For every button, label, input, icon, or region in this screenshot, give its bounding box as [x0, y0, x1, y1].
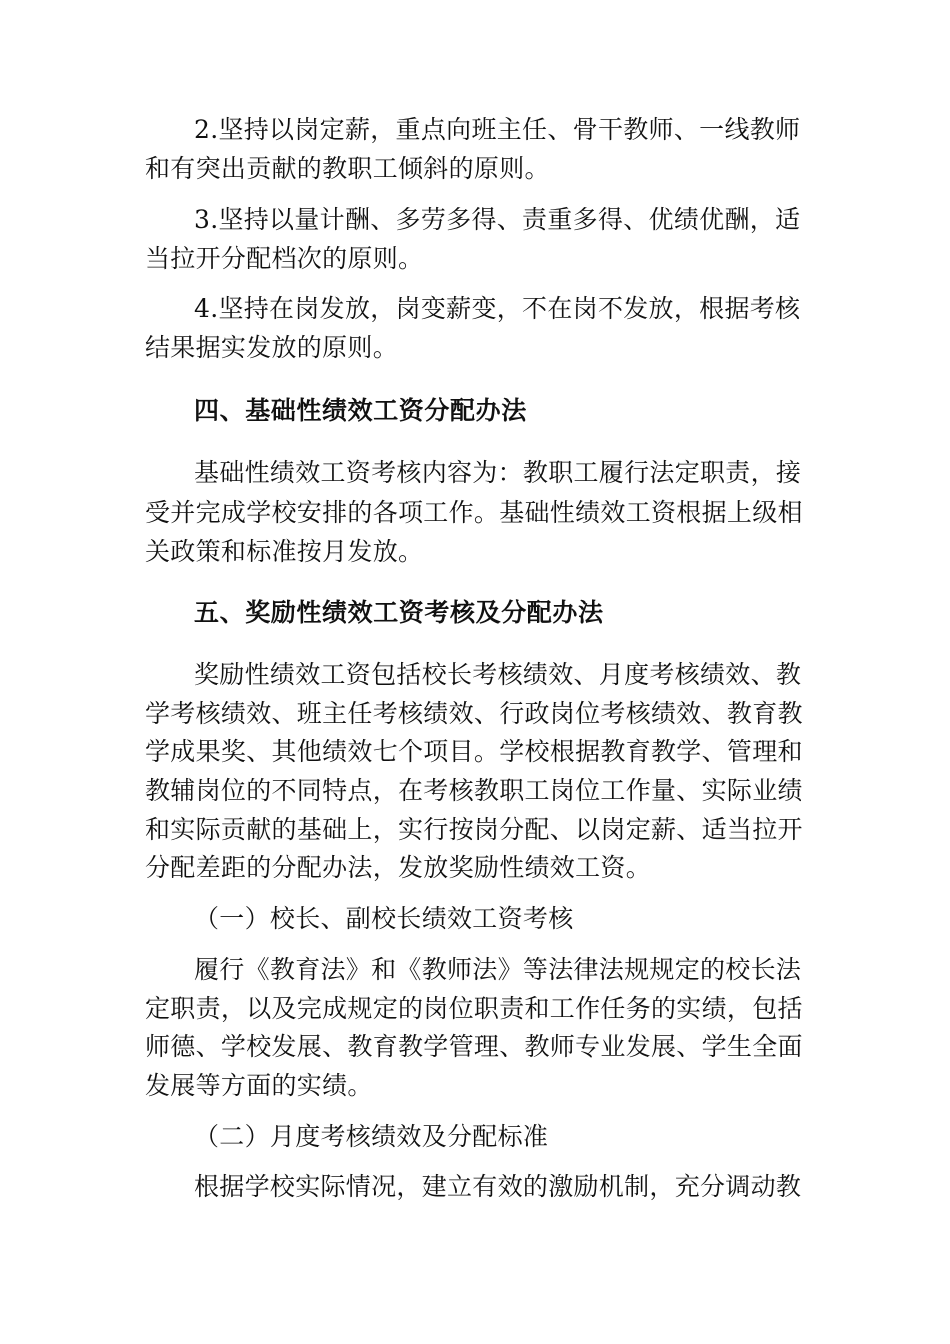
paragraph-line: 师德、学校发展、教育教学管理、教师专业发展、学生全面 [145, 1032, 803, 1061]
paragraph-line: 基础性绩效工资考核内容为：教职工履行法定职责，接 [194, 458, 802, 487]
paragraph-line: 学考核绩效、班主任考核绩效、行政岗位考核绩效、教育教 [145, 699, 803, 728]
subsection-1-heading: （一）校长、副校长绩效工资考核 [194, 904, 574, 933]
paragraph-line: 定职责，以及完成规定的岗位职责和工作任务的实绩，包括 [145, 994, 803, 1023]
paragraph-line: 和实际贡献的基础上，实行按岗分配、以岗定薪、适当拉开 [145, 815, 803, 844]
paragraph-line: 奖励性绩效工资包括校长考核绩效、月度考核绩效、教 [194, 660, 802, 689]
subsection-2-heading: （二）月度考核绩效及分配标准 [194, 1122, 549, 1151]
principle-3-line-2: 当拉开分配档次的原则。 [145, 244, 424, 273]
paragraph-line: 根据学校实际情况，建立有效的激励机制，充分调动教 [194, 1172, 802, 1201]
principle-2-line-2: 和有突出贡献的教职工倾斜的原则。 [145, 154, 550, 183]
paragraph-line: 发展等方面的实绩。 [145, 1071, 373, 1100]
section-4-heading: 四、基础性绩效工资分配办法 [194, 396, 527, 425]
principle-4-line-2: 结果据实发放的原则。 [145, 333, 399, 362]
section-5-heading: 五、奖励性绩效工资考核及分配办法 [194, 598, 604, 627]
principle-3-line-1: 3.坚持以量计酬、多劳多得、责重多得、优绩优酬，适 [194, 205, 801, 234]
paragraph-line: 学成果奖、其他绩效七个项目。学校根据教育教学、管理和 [145, 737, 803, 766]
paragraph-line: 分配差距的分配办法，发放奖励性绩效工资。 [145, 853, 652, 882]
paragraph-line: 履行《教育法》和《教师法》等法律法规规定的校长法 [194, 955, 802, 984]
paragraph-line: 受并完成学校安排的各项工作。基础性绩效工资根据上级相 [145, 498, 803, 527]
principle-2-line-1: 2.坚持以岗定薪，重点向班主任、骨干教师、一线教师 [194, 115, 801, 144]
paragraph-line: 教辅岗位的不同特点，在考核教职工岗位工作量、实际业绩 [145, 776, 803, 805]
principle-4-line-1: 4.坚持在岗发放，岗变薪变，不在岗不发放，根据考核 [194, 294, 801, 323]
paragraph-line: 关政策和标准按月发放。 [145, 537, 424, 566]
